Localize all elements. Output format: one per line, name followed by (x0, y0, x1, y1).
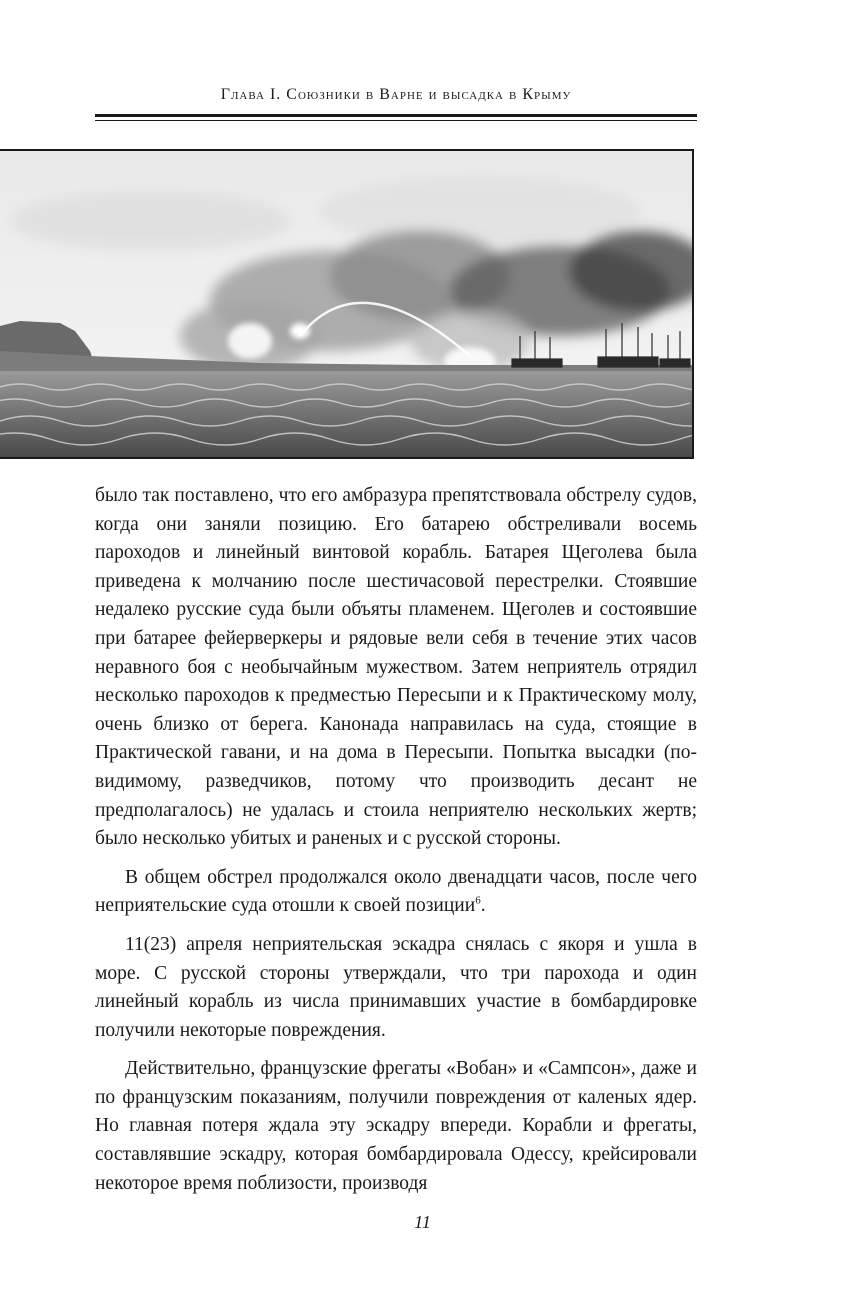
page-number: 11 (414, 1212, 431, 1232)
footnote-marker[interactable]: 6 (475, 894, 481, 907)
header-rule-thin (95, 120, 697, 121)
body-text (95, 482, 697, 1198)
paragraph: 11(23) апреля неприятельская эскадра снялась с якоря и ушла в море. С русской стороны утверждали, что три парохода и один линейный корабль из числа принимавших участие в бомбардировке получили некоторые повреждения. (95, 933, 697, 1041)
paragraph-text: В общем обстрел продолжался около двенадцати часов, после чего неприятельские суда отошли к своей позиции (95, 866, 697, 917)
running-header: Глава I. Союзники в Варне и высадка в Крыму (220, 86, 572, 103)
bombardment-illustration (0, 149, 694, 459)
paragraph (95, 864, 697, 921)
paragraph-tail: . (480, 895, 486, 917)
paragraph: было так поставлено, что его амбразура препятствовала обстрелу судов, когда они заняли позицию. Его батарею обстреливали восемь пароходов и линейный винтовой корабль. Батарея Щеголева была приведена к молчанию после шестичасовой перестрелки. Стоявшие недалеко русские суда были объяты пламенем. Щеголев и состоявшие при батарее фейерверкеры и рядовые вели себя в течение этих часов неравного боя с необычайным мужеством. Затем неприятель отрядил несколько пароходов к предместью Пересыпи и к Практическому молу, очень близко от берега. Канонада направилась на суда, стоящие в Практической гавани, и на дома в Пересыпи. Попытка высадки (по-видимому, разведчиков, потому что производить десант не предполагалось) не удалась и стоила неприятелю нескольких жертв; было несколько убитых и раненых и с русской стороны. (95, 485, 697, 850)
header-rule-thick (95, 114, 697, 117)
paragraph: Действительно, французские фрегаты «Вобан» и «Сампсон», даже и по французским показаниям, получили повреждения от каленых ядер. Но главная потеря ждала эту эскадру впереди. Корабли и фрегаты, составлявшие эскадру, которая бомбардировала Одессу, крейсировали некоторое время поблизости, производя (95, 1058, 697, 1194)
